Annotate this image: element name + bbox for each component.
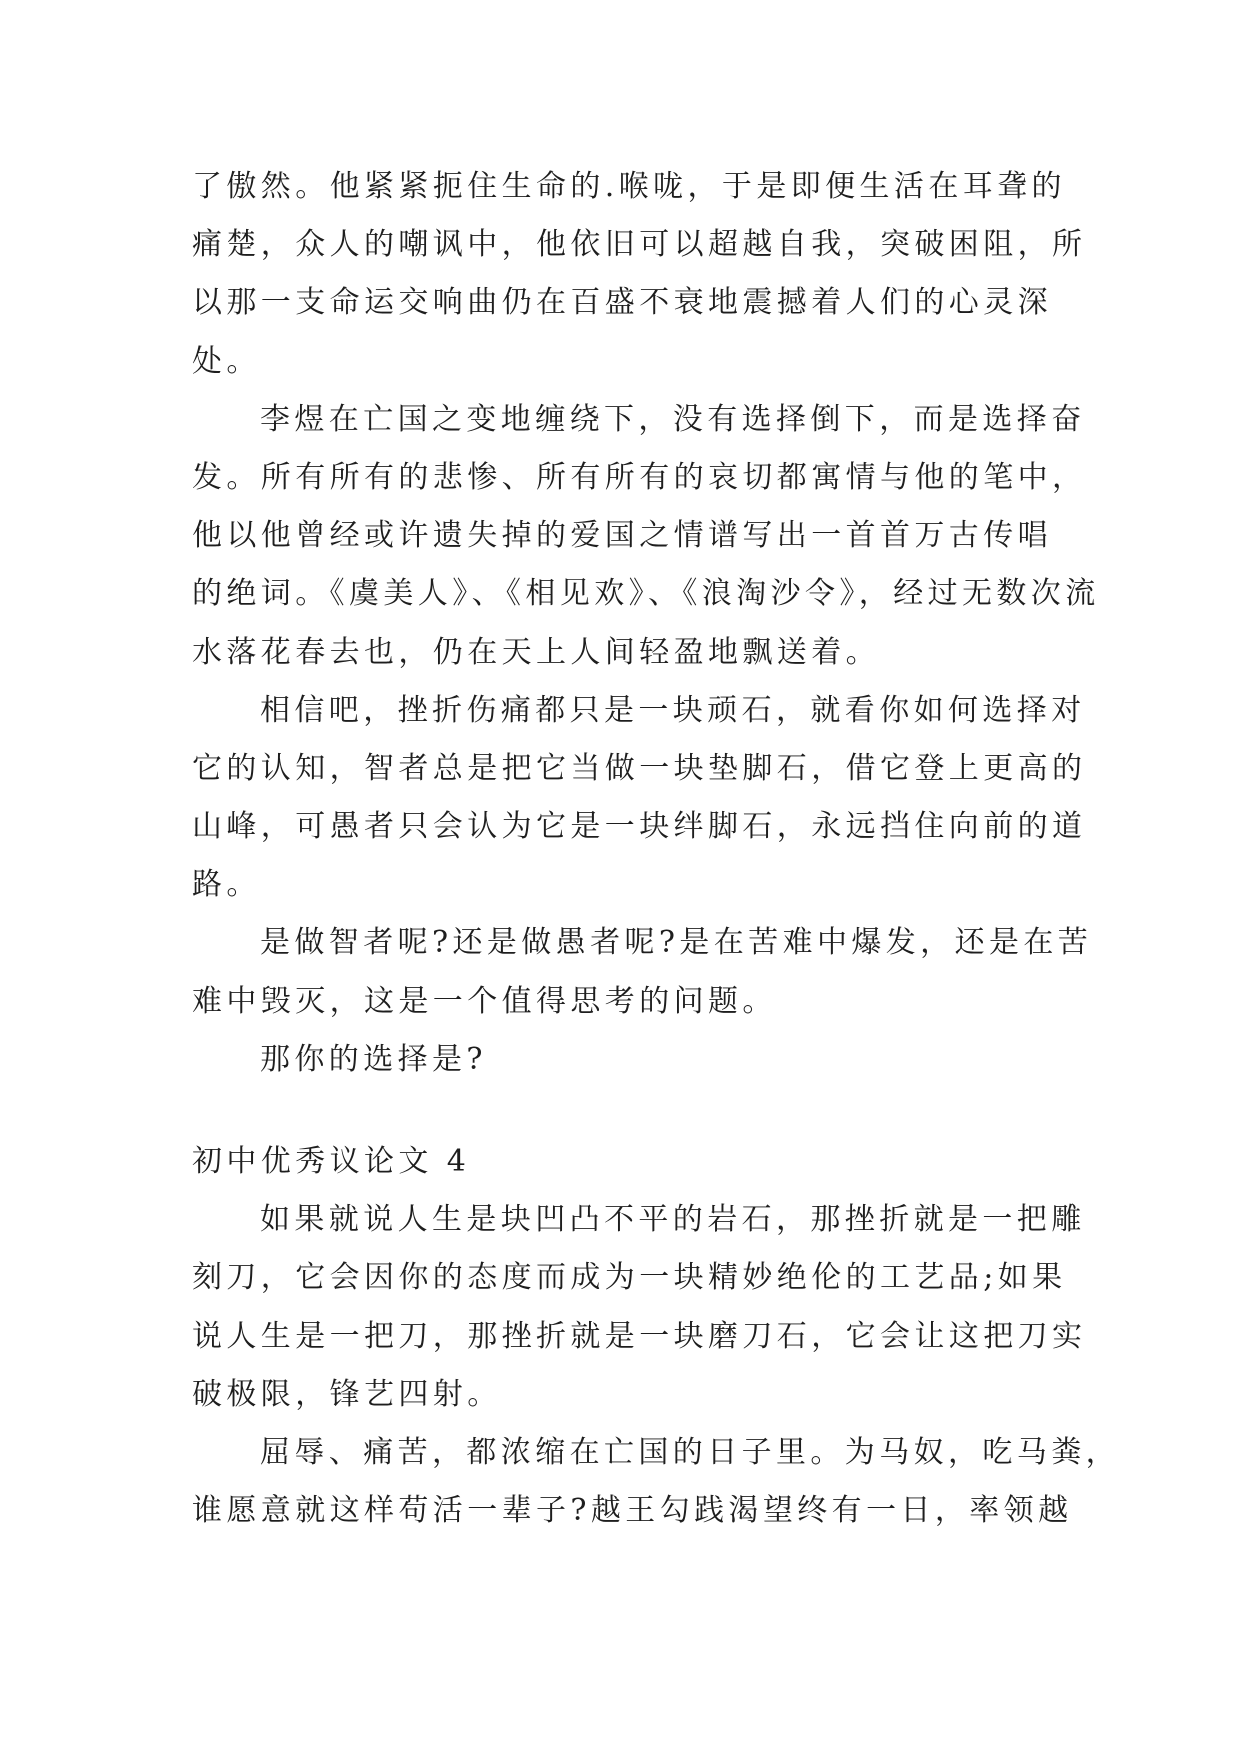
text-line: 路。 — [192, 867, 261, 903]
paragraph — [192, 1424, 1120, 1540]
document-body — [192, 158, 1120, 1540]
text-line: 是做智者呢?还是做愚者呢?是在苦难中爆发，还是在苦 — [260, 925, 1093, 961]
text-line: 谁愿意就这样苟活一辈子?越王勾践渴望终有一日，率领越 — [192, 1493, 1073, 1529]
section-heading: 初中优秀议论文 4 — [192, 1144, 471, 1179]
text-line: 了傲然。他紧紧扼住生命的.喉咙，于是即便生活在耳聋的 — [192, 169, 1066, 204]
text-line: 以那一支命运交响曲仍在百盛不衰地震撼着人们的心灵深 — [192, 285, 1052, 321]
text-line: 那你的选择是? — [260, 1041, 487, 1077]
text-line: 如果就说人生是块凹凸不平的岩石，那挫折就是一把雕 — [260, 1202, 1086, 1238]
text-line: 发。所有所有的悲惨、所有所有的哀切都寓情与他的笔中， — [192, 459, 1087, 495]
text-line: 水落花春去也，仍在天上人间轻盈地飘送着。 — [192, 634, 880, 670]
paragraph — [192, 1191, 1087, 1424]
text-line: 山峰，可愚者只会认为它是一块绊脚石，永远挡住向前的道 — [192, 809, 1087, 845]
paragraph — [192, 914, 1093, 1030]
paragraph — [192, 682, 1087, 915]
text-line: 屈辱、痛苦，都浓缩在亡国的日子里。为马奴，吃马粪， — [260, 1434, 1120, 1470]
paragraph — [192, 391, 1100, 682]
text-line: 李煜在亡国之变地缠绕下，没有选择倒下，而是选择奋 — [260, 401, 1086, 437]
paragraph — [192, 1031, 1060, 1089]
text-line: 的绝词。《虞美人》、《相见欢》、《浪淘沙令》，经过无数次流 — [192, 576, 1100, 612]
text-line: 难中毁灭，这是一个值得思考的问题。 — [192, 983, 777, 1019]
paragraph — [192, 158, 1087, 391]
text-line: 痛楚，众人的嘲讽中，他依旧可以超越自我，突破困阻，所 — [192, 227, 1087, 263]
text-line: 处。 — [192, 343, 261, 379]
text-line: 它的认知，智者总是把它当做一块垫脚石，借它登上更高的 — [192, 750, 1087, 786]
text-line: 他以他曾经或许遗失掉的爱国之情谱写出一首首万古传唱 — [192, 518, 1052, 554]
text-line: 刻刀，它会因你的态度而成为一块精妙绝伦的工艺品;如果 — [192, 1260, 1067, 1296]
text-line: 相信吧，挫折伤痛都只是一块顽石，就看你如何选择对 — [260, 692, 1086, 728]
section-spacer — [192, 1089, 1060, 1133]
text-line: 说人生是一把刀，那挫折就是一块磨刀石，它会让这把刀实 — [192, 1318, 1087, 1354]
text-line: 破极限，锋艺四射。 — [192, 1376, 502, 1412]
